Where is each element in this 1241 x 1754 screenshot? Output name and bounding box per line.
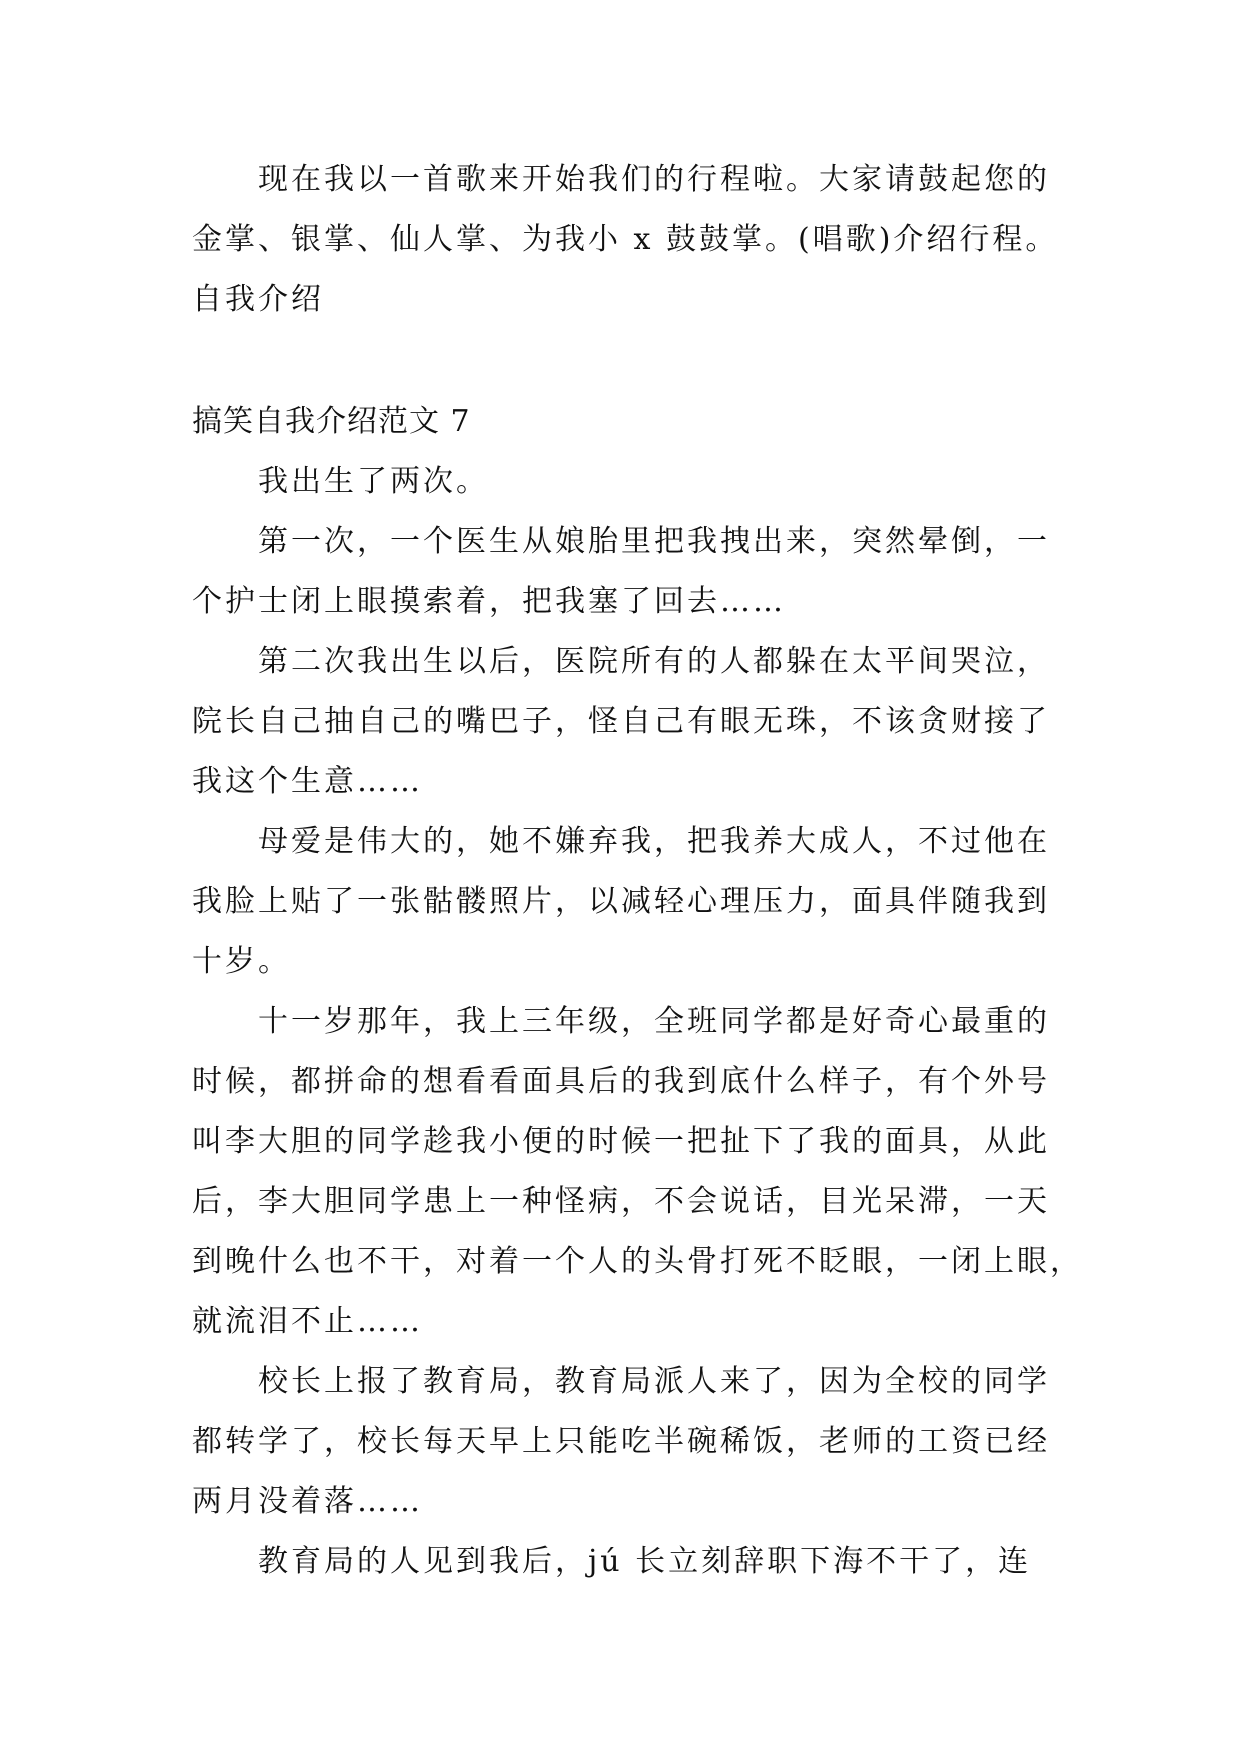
text-line: 我出生了两次。	[258, 464, 489, 499]
text-line: 到晚什么也不干，对着一个人的头骨打死不眨眼，一闭上眼，	[192, 1244, 1083, 1279]
text-line: 时候，都拼命的想看看面具后的我到底什么样子，有个外号	[192, 1064, 1050, 1099]
text-line: 我这个生意……	[192, 764, 423, 799]
section-title: 搞笑自我介绍范文 7	[192, 404, 471, 439]
text-line: 十岁。	[192, 944, 291, 979]
text-line: 后，李大胆同学患上一种怪病，不会说话，目光呆滞，一天	[192, 1184, 1050, 1219]
text-line: 母爱是伟大的，她不嫌弃我，把我养大成人，不过他在	[258, 824, 1050, 859]
text-line: 都转学了，校长每天早上只能吃半碗稀饭，老师的工资已经	[192, 1424, 1050, 1459]
intro-paragraph	[192, 150, 1072, 330]
text-line: 第二次我出生以后，医院所有的人都躲在太平间哭泣，	[258, 644, 1050, 679]
text-line: 叫李大胆的同学趁我小便的时候一把扯下了我的面具，从此	[192, 1124, 1050, 1159]
text-line: 自我介绍	[192, 282, 324, 317]
text-line: 第一次，一个医生从娘胎里把我拽出来，突然晕倒，一	[258, 524, 1050, 559]
text-line: 教育局的人见到我后，jú 长立刻辞职下海不干了，连	[258, 1544, 1032, 1579]
text-line: 我脸上贴了一张骷髅照片，以减轻心理压力，面具伴随我到	[192, 884, 1050, 919]
text-line: 现在我以一首歌来开始我们的行程啦。大家请鼓起您的	[258, 162, 1050, 197]
text-line: 校长上报了教育局，教育局派人来了，因为全校的同学	[258, 1364, 1050, 1399]
text-line: 十一岁那年，我上三年级，全班同学都是好奇心最重的	[258, 1004, 1050, 1039]
text-line: 院长自己抽自己的嘴巴子，怪自己有眼无珠，不该贪财接了	[192, 704, 1050, 739]
text-line: 金掌、银掌、仙人掌、为我小 x 鼓鼓掌。(唱歌)介绍行程。	[192, 222, 1059, 257]
text-line: 两月没着落……	[192, 1484, 423, 1519]
text-line: 就流泪不止……	[192, 1304, 423, 1339]
body-text	[192, 452, 1083, 1592]
text-line: 个护士闭上眼摸索着，把我塞了回去……	[192, 584, 786, 619]
